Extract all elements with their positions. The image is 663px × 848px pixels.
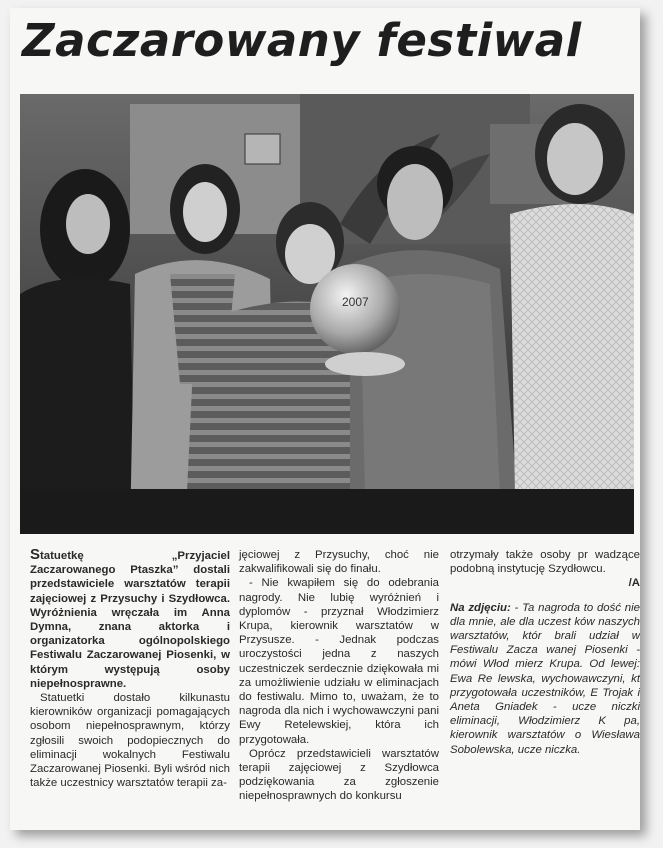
article-column-2: [239, 548, 439, 804]
article-photo: [20, 94, 634, 534]
headline: Zaczarowany festiwal: [22, 14, 582, 67]
photo-illustration: [20, 94, 634, 534]
photo-caption: [450, 601, 640, 757]
newspaper-clipping: [10, 8, 640, 830]
author-signature: /A: [628, 577, 640, 590]
article-column-1: [30, 548, 230, 790]
body-paragraph: Statuetki dostało kilkunastu kierowników organizacji pomagających osobom niepełnosprawnym, którzy zgłosili swoich podopiecznych do eliminacji wokalnych Festiwalu Zaczarowanej Piosenki. Byli wśród nich także uczestnicy warsztatów terapii za-: [30, 692, 230, 790]
lead-paragraph: [30, 548, 230, 691]
globe-year-label: 2007: [342, 295, 369, 309]
article-column-3: [450, 548, 640, 757]
caption-text: - Ta nagroda to dość nie dla mnie, ale dla uczest ków naszych warsztatów, któr brali udział w Festiwalu Zacza wanej Piosenki - mówi Włod mierz Krupa. Od lewej: Ewa Re lewska, wychowawczyni, kt przygotowała uczestników, E Trojak i Aneta Gniadek - ucze niczki eliminacji, Włodzimierz K pa, kierownik warsztatów o Wiesława Sobolewska, ucze niczka.: [450, 601, 640, 756]
caption-label: Na zdjęciu:: [450, 601, 511, 614]
quote-paragraph: - Nie kwapiłem się do odebrania nagrody. Nie lubię wyróżnień i dyplomów - przyznał Włodzimierz Krupa, kierownik warsztatów w Przysusze. - Jednak podczas uroczystości jedna z naszych uczestniczek serdecznie dziękowała mi za umożliwienie udziału w eliminacjach do festiwalu. Mimo to, uważam, że to nagroda dla nich i wychowawczyni pani Ewy Retelewskiej, która ich przygotowała.: [239, 577, 439, 746]
body-paragraph: jęciowej z Przysuchy, choć nie zakwalifikowali się do finału.: [239, 549, 439, 576]
body-paragraph: otrzymały także osoby pr wadzące podobną instytucję Szydłowcu.: [450, 549, 640, 576]
body-paragraph: Oprócz przedstawicieli warsztatów terapii zajęciowej z Szydłowca podziękowania za zgłoszenie niepełnosprawnych do konkursu: [239, 747, 439, 803]
drop-cap: S: [30, 546, 41, 563]
lead-text: tatuetkę „Przyjaciel Zaczarowanego Ptaszka” dostali przedstawiciele warsztatów terapii zajęciowej z Przysuchy i Szydłowca. Wyróżnienia wręczała im Anna Dymna, znana aktorka i organizatorka ogólnopolskiego Festiwalu Zaczarowanej Piosenki, w którym występują osoby niepełnosprawne.: [30, 550, 230, 690]
